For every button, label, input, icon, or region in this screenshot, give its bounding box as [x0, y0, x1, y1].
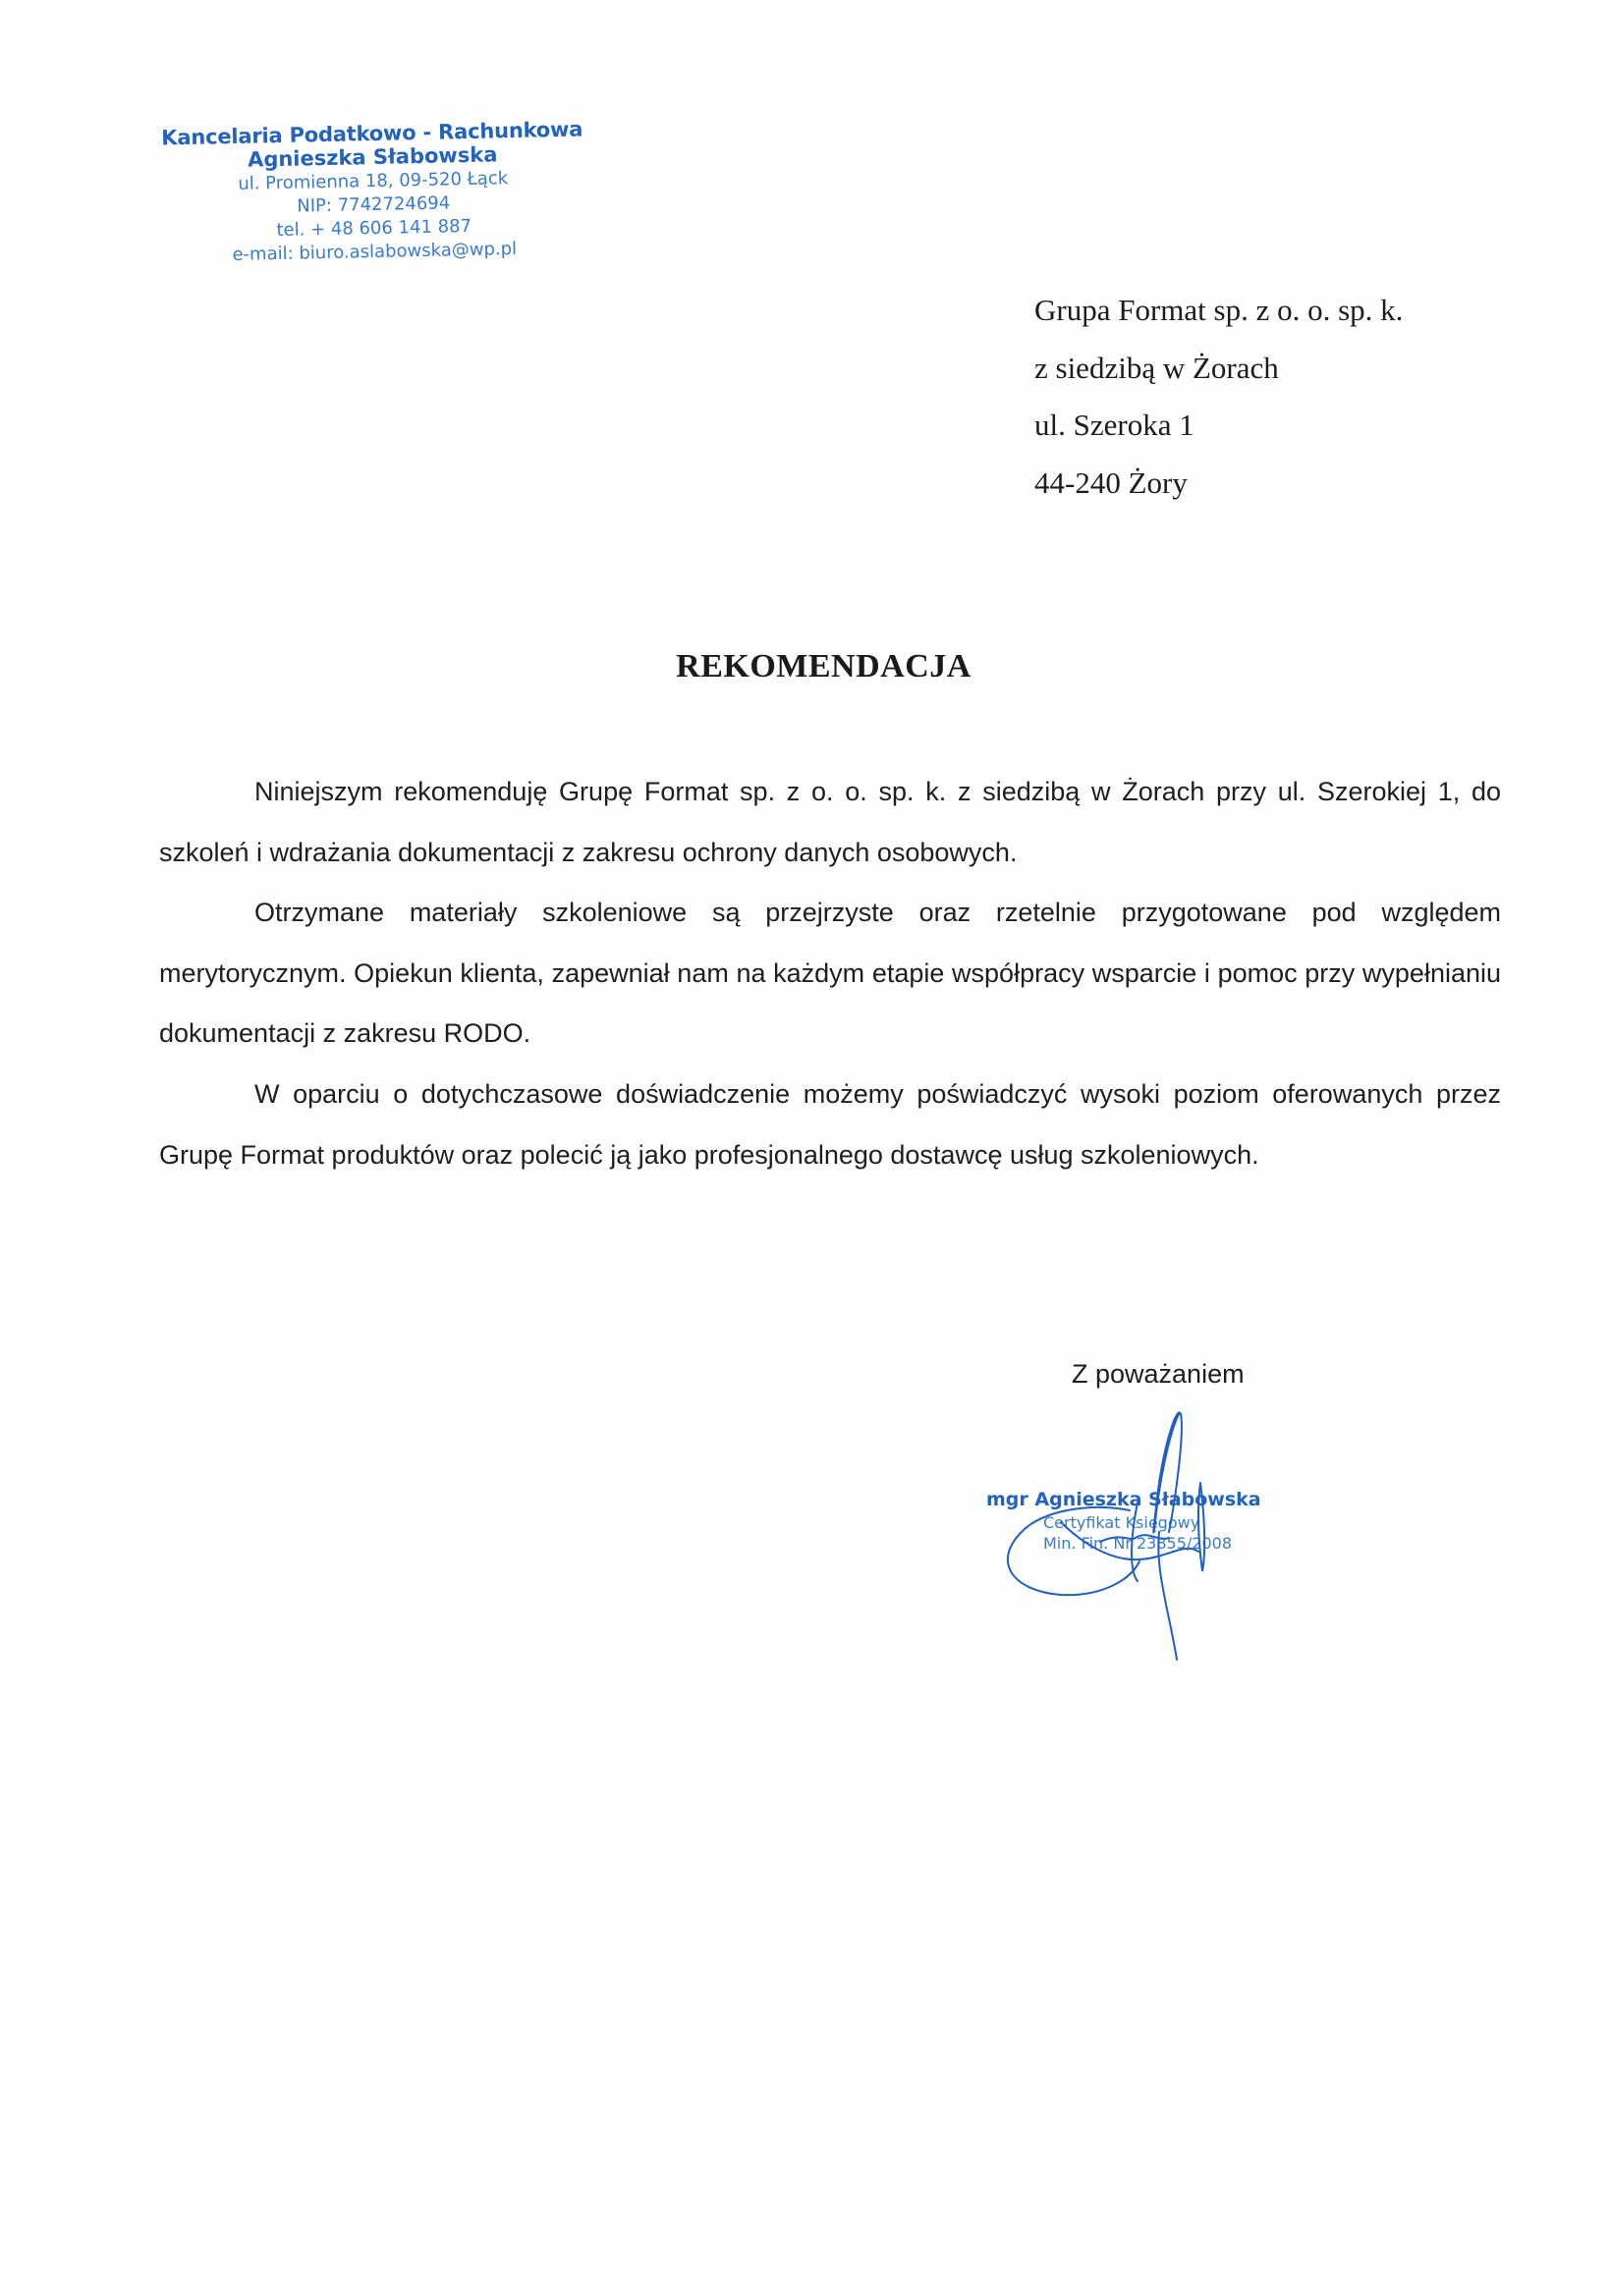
signature-stroke [1153, 1412, 1182, 1532]
recipient-line: Grupa Format sp. z o. o. sp. k. [1034, 293, 1404, 327]
sender-nip: NIP: 7742724694 [297, 192, 451, 217]
closing-salutation: Z poważaniem [1072, 1359, 1245, 1389]
signature-stamp-certificate: Certyfikat Księgowy [1043, 1513, 1200, 1532]
sender-firm-name: Kancelaria Podatkowo - Rachunkowa [161, 117, 583, 150]
sender-phone: tel. + 48 606 141 887 [276, 215, 472, 242]
body-paragraph: Otrzymane materiały szkoleniowe są przejrzyste oraz rzetelnie przygotowane pod względem merytorycznym. Opiekun klienta, zapewniał nam na każdym etapie współpracy wsparcie i pomoc przy wypełnianiu dokumentacji z zakresu RODO. [159, 898, 1501, 1049]
recipient-line: z siedzibą w Żorach [1034, 350, 1279, 385]
sender-address: ul. Promienna 18, 09-520 Łąck [238, 168, 509, 194]
signature-stroke [1008, 1507, 1139, 1595]
body-paragraph: Niniejszym rekomenduję Grupę Format sp. z o. o. sp. k. z siedzibą w Żorach przy ul. Szerokiej 1, do szkoleń i wdrażania dokumentacji z zakresu ochrony danych osobowych. [159, 777, 1501, 867]
signature-stroke [1061, 1522, 1198, 1559]
letter-body [159, 762, 1501, 1185]
recipient-line: 44-240 Żory [1034, 465, 1188, 500]
signature-stamp-name: mgr Agnieszka Słabowska [986, 1489, 1261, 1510]
sender-owner-name: Agnieszka Słabowska [247, 142, 498, 172]
handwritten-signature [982, 1394, 1277, 1669]
sender-stamp [146, 117, 601, 269]
sender-email: e-mail: biuro.aslabowska@wp.pl [232, 238, 518, 266]
signature-stamp-number: Min. Fin. Nr 23855/2008 [1043, 1534, 1232, 1553]
body-paragraph: W oparciu o dotychczasowe doświadczenie możemy poświadczyć wysoki poziom oferowanych przez Grupę Format produktów oraz polecić ją jako profesjonalnego dostawcę usług szkoleniowych. [159, 1078, 1501, 1170]
document-title: REKOMENDACJA [676, 648, 972, 684]
signature-stroke [1198, 1483, 1204, 1571]
recipient-address [1034, 291, 1403, 520]
recipient-line: ul. Szeroka 1 [1034, 408, 1194, 442]
